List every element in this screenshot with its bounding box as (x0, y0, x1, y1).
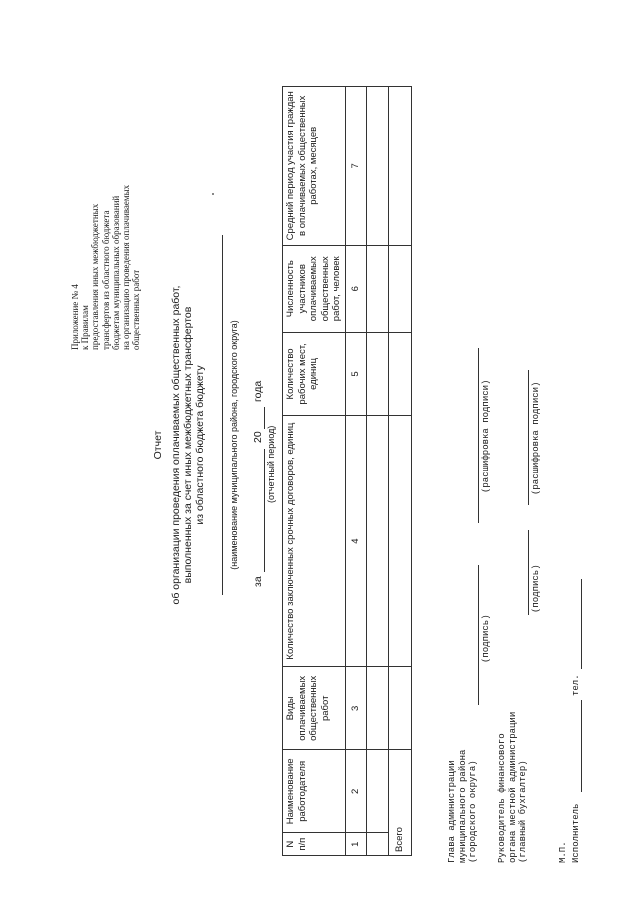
column-number-row (345, 87, 366, 856)
table-cell (366, 833, 388, 856)
head-decode-caption: (расшифровка подписи) (481, 379, 491, 493)
period-suffix: года (252, 380, 264, 402)
finance-title (497, 712, 529, 863)
empty-data-row (366, 87, 388, 856)
municipality-underline (222, 235, 223, 595)
table-cell (366, 332, 388, 415)
head-decode-line (478, 348, 479, 523)
column-number-cell: 4 (345, 415, 366, 666)
header-cell: Средний период участия граждан в оплачиваемых общественных работах, месяцев (283, 87, 346, 246)
report-title-line-1: об организации проведения оплачиваемых общественных работ, (170, 285, 182, 605)
executor-line (581, 700, 582, 792)
finance-title-line: органа местной администрации (507, 711, 518, 863)
header-row (283, 87, 346, 856)
period-prefix: за (252, 576, 264, 587)
appendix-line: общественных работ (131, 269, 142, 350)
finance-title-line: (главный бухгалтер) (518, 760, 528, 863)
column-number-cell: 7 (345, 87, 366, 246)
year-underline (264, 407, 265, 429)
header-cell: Виды оплачиваемых общественных работ (283, 667, 346, 750)
report-table (282, 86, 412, 856)
column-number-cell: 1 (345, 833, 366, 856)
finance-signature-line (528, 530, 529, 615)
table-cell (388, 667, 411, 750)
phone-label: тел. (571, 674, 581, 696)
table-cell (366, 750, 388, 833)
table-cell (366, 245, 388, 332)
header-cell: Численность участников оплачиваемых общественных работ, человек (283, 245, 346, 332)
table-cell (388, 332, 411, 415)
table-cell (388, 245, 411, 332)
finance-decode-caption: (расшифровка подписи) (531, 381, 541, 495)
table-cell (388, 87, 411, 246)
report-title-line-3: из областного бюджета бюджету (194, 365, 206, 525)
header-cell: N п/п (283, 833, 346, 856)
table-cell (366, 415, 388, 666)
column-number-cell: 2 (345, 750, 366, 833)
phone-line (581, 579, 582, 669)
column-number-cell: 6 (345, 245, 366, 332)
header-cell: Количество рабочих мест, единиц (283, 332, 346, 415)
head-signature-caption: (подпись) (481, 614, 491, 663)
appendix-line: предоставления иных межбюджетных (90, 203, 101, 350)
header-cell: Количество заключенных срочных договоров, единиц (283, 415, 346, 666)
appendix-line: на организацию проведения оплачиваемых (121, 184, 132, 350)
municipality-caption: (наименование муниципального района, городского округа) (229, 320, 239, 570)
head-title-line: муниципального района (457, 749, 468, 863)
appendix-line: Приложение № 4 (70, 284, 80, 350)
head-title (447, 750, 479, 863)
appendix-note (70, 185, 141, 350)
total-row (388, 87, 411, 856)
table-cell (366, 87, 388, 246)
period-underline (264, 449, 265, 572)
table-cell (388, 415, 411, 666)
head-signature-line (478, 565, 479, 705)
finance-decode-line (528, 370, 529, 505)
column-number-cell: 5 (345, 332, 366, 415)
head-title-line: Глава администрации (447, 760, 457, 863)
scan-speck (212, 193, 214, 195)
period-caption: (отчетный период) (266, 425, 276, 503)
total-label-cell: Всего (388, 750, 411, 856)
executor-label: Исполнитель (571, 803, 581, 863)
finance-title-line: Руководитель финансового (497, 733, 507, 863)
finance-signature-caption: (подпись) (531, 564, 541, 613)
appendix-line: трансфертов из областного бюджета (100, 210, 111, 350)
table-cell (366, 667, 388, 750)
report-title-line-2: выполненных за счет иных межбюджетных трансфертов (182, 306, 194, 584)
stamp-label: М.П. (558, 841, 568, 863)
period-year-prefix: 20 (252, 431, 264, 443)
column-number-cell: 3 (345, 667, 366, 750)
report-heading: Отчет (152, 430, 164, 460)
appendix-line: бюджетам муниципальных образований (110, 195, 121, 350)
appendix-line: к Правилам (80, 305, 91, 350)
header-cell: Наименование работодателя (283, 750, 346, 833)
head-title-line: (городского округа) (468, 760, 478, 863)
